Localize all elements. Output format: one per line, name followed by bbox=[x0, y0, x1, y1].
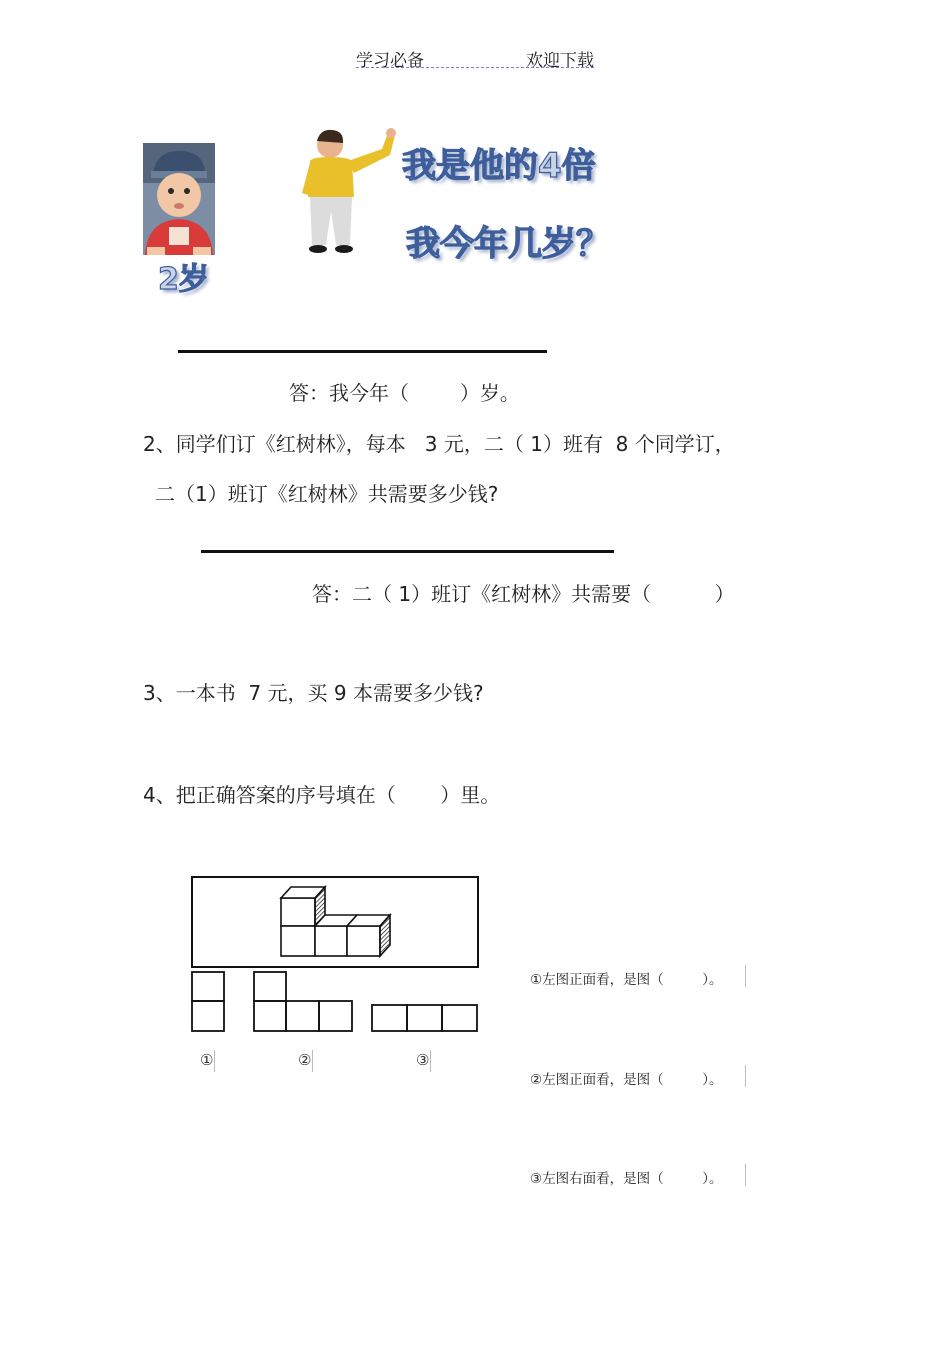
header-right: 欢迎下载 bbox=[526, 51, 594, 71]
page-header bbox=[356, 46, 594, 70]
label-divider-1 bbox=[214, 1050, 215, 1072]
header-dashed-underline bbox=[356, 67, 594, 68]
baby-age-label: 2岁 bbox=[158, 262, 209, 297]
q2-line-2: 二（1）班订《红树林》共需要多少钱? bbox=[155, 482, 499, 506]
answer-line-2 bbox=[201, 550, 614, 553]
view-label-2: ② bbox=[298, 1051, 312, 1069]
q2-line-1: 2、同学们订《红树林》，每本 3 元，二（ 1）班有 8 个同学订， bbox=[143, 432, 735, 456]
boy-figure bbox=[296, 127, 396, 255]
label-divider-3 bbox=[430, 1050, 431, 1072]
sub-divider-3 bbox=[745, 1164, 746, 1186]
speech-line-2: 我今年几岁？ bbox=[406, 224, 610, 264]
view-label-3: ③ bbox=[416, 1051, 430, 1069]
sub-divider-1 bbox=[745, 965, 746, 987]
q4-sub-question-1: ①左图正面看，是图（ ）。 bbox=[530, 972, 723, 988]
q4-sub-question-2: ②左图正面看，是图（ ）。 bbox=[530, 1072, 723, 1088]
header-left: 学习必备 bbox=[356, 51, 424, 71]
label-divider-2 bbox=[312, 1050, 313, 1072]
cube-views-figure bbox=[188, 873, 484, 1038]
view-label-1: ① bbox=[200, 1051, 214, 1069]
q1-answer: 答：我今年（ ）岁。 bbox=[289, 381, 520, 405]
sub-divider-2 bbox=[745, 1065, 746, 1087]
answer-line-1 bbox=[178, 350, 547, 353]
q2-answer: 答：二（ 1）班订《红树林》共需要（ ） bbox=[312, 582, 735, 606]
speech-line-1: 我是他的4倍 bbox=[402, 146, 596, 186]
q4-sub-question-3: ③左图右面看，是图（ ）。 bbox=[530, 1171, 723, 1187]
baby-photo bbox=[143, 143, 215, 255]
q4-question: 4、把正确答案的序号填在（ ）里。 bbox=[143, 783, 501, 807]
q3-question: 3、一本书 7 元，买 9 本需要多少钱? bbox=[143, 681, 484, 705]
